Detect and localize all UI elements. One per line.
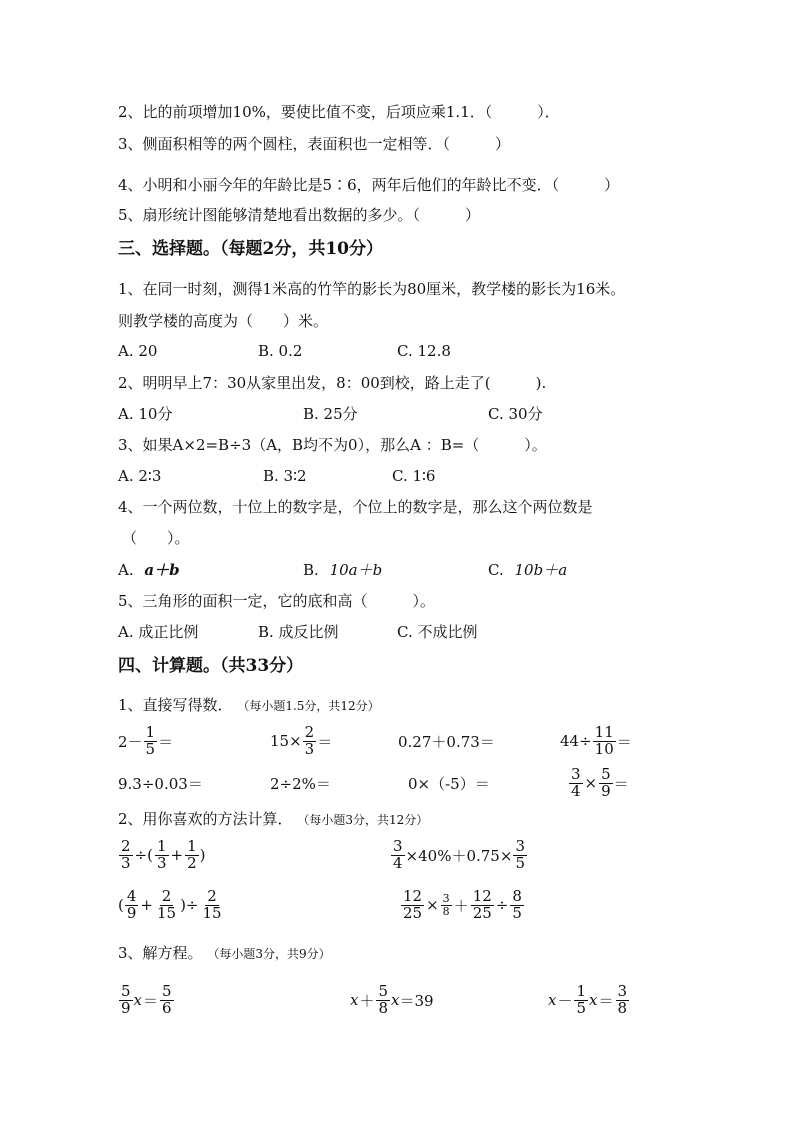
variable-x: x (589, 991, 598, 1009)
fraction (185, 836, 199, 872)
choice-q2-option-c: C. 30分 (488, 405, 543, 423)
judge-item-3: 3、侧面积相等的两个圆柱，表面积也一定相等．（ ） (118, 135, 511, 153)
variable-x: x (133, 991, 143, 1009)
fraction (510, 886, 524, 922)
denominator: 6 (162, 998, 172, 1017)
denominator: 8 (442, 904, 450, 918)
numerator: 5 (162, 981, 172, 1000)
calc-expr-4-lead: 44÷ (560, 732, 592, 750)
choice-q4-line2: （ ）。 (122, 529, 190, 547)
equals-sign: ＝ (317, 732, 333, 751)
times-sign: × (584, 774, 598, 792)
fraction (471, 886, 494, 922)
variable-x: x (350, 991, 359, 1009)
numerator: 1 (187, 836, 197, 855)
equals-sign: ＝ (613, 774, 629, 793)
fraction (119, 836, 133, 872)
numerator: 12 (403, 886, 423, 905)
fraction (125, 886, 139, 922)
option-c-label: C. (488, 561, 504, 579)
choice-q4-line1: 4、一个两位数，十位上的数字是，个位上的数字是，那么这个两位数是 (118, 498, 593, 516)
choice-q1-option-a: A. 20 (118, 342, 158, 360)
calc-expr-2-lead: 15× (270, 732, 302, 750)
choice-q3-option-c: C. 1∶6 (392, 467, 436, 485)
fraction (160, 981, 174, 1017)
fraction (616, 981, 630, 1017)
calc-expr-7: 0×（-5）＝ (408, 774, 490, 793)
denominator: 5 (145, 739, 156, 758)
denominator: 15 (156, 903, 177, 922)
operator: × (426, 896, 439, 914)
fraction (201, 886, 224, 922)
choice-q5-option-a: A. 成正比例 (118, 623, 199, 641)
numerator: 5 (378, 981, 389, 1000)
operator: + (170, 846, 184, 864)
numerator: 5 (601, 764, 611, 783)
numerator: 5 (121, 981, 131, 1000)
choice-q4-option-c (488, 561, 567, 579)
denominator: 3 (156, 853, 167, 872)
method-expr-3 (118, 884, 225, 926)
calc-expr-3: 0.27＋0.73＝ (398, 732, 495, 751)
equals-sign: ＝ (598, 991, 614, 1010)
calc-sub3-label: 3、解方程。 (118, 944, 203, 962)
fraction (593, 722, 616, 758)
choice-q3-option-b: B. 3∶2 (263, 467, 307, 485)
equation-3 (548, 978, 630, 1022)
choice-q3: 3、如果A×2=B÷3（A，B均不为0），那么A ：B=（ ）。 (118, 436, 547, 454)
fraction (441, 893, 452, 917)
denominator: 5 (515, 853, 525, 872)
equation-1 (118, 978, 175, 1022)
method-expr-4 (400, 884, 525, 926)
denominator: 2 (187, 853, 197, 872)
numerator: 3 (515, 836, 525, 855)
numerator: 1 (145, 722, 156, 741)
calc-expr-6: 2÷2%＝ (270, 774, 331, 793)
denominator: 3 (304, 739, 315, 758)
fraction (574, 981, 588, 1017)
calc-sub1-heading (118, 696, 380, 715)
denominator: 8 (378, 998, 389, 1017)
option-b-label: B. (303, 561, 319, 579)
equals-sign: ＝ (143, 991, 159, 1010)
denominator: 15 (202, 903, 222, 922)
variable-x: x (391, 991, 400, 1009)
fraction (119, 981, 133, 1017)
section-4-heading: 四、计算题。（共33分） (118, 656, 304, 676)
choice-q1-option-c: C. 12.8 (397, 342, 451, 360)
close-paren: ) (199, 846, 206, 864)
choice-q3-option-a: A. 2∶3 (118, 467, 162, 485)
numerator: 11 (594, 722, 614, 741)
calc-sub2-note: （每小题3分，共12分） (297, 813, 429, 827)
numerator: 2 (121, 836, 131, 855)
denominator: 4 (393, 853, 403, 872)
minus-sign: － (557, 991, 573, 1010)
calc-sub2-label: 2、用你喜欢的方法计算． (118, 810, 293, 828)
fraction (599, 764, 613, 800)
option-a-label: A. (118, 561, 134, 579)
equals-sign: ＝ (158, 732, 174, 751)
fraction (513, 836, 527, 872)
calc-expr-4 (560, 722, 632, 760)
denominator: 5 (512, 903, 522, 922)
calc-expr-5: 9.3÷0.03＝ (118, 774, 203, 793)
numerator: 3 (617, 981, 628, 1000)
choice-q5: 5、三角形的面积一定，它的底和高（ ）。 (118, 592, 436, 610)
numerator: 3 (442, 891, 450, 905)
calc-expr-2 (270, 722, 332, 760)
denominator: 10 (594, 739, 614, 758)
numerator: 4 (126, 886, 137, 905)
denominator: 25 (403, 903, 423, 922)
option-c-expression: 10b＋a (514, 561, 568, 579)
choice-q1-line1: 1、在同一时刻，测得1米高的竹竿的影长为80厘米，教学楼的影长为16米。 (118, 280, 626, 298)
calc-sub3-note: （每小题3分，共9分） (207, 947, 331, 961)
calc-expr-1-lead: 2－ (118, 732, 143, 751)
equation-2 (350, 978, 434, 1022)
choice-q5-option-c: C. 不成比例 (397, 623, 478, 641)
choice-q2: 2、明明早上7：30从家里出发，8：00到校，路上走了( ). (118, 374, 547, 392)
judge-item-2: 2、比的前项增加10%，要使比值不变，后项应乘1.1．（ ）． (118, 103, 560, 121)
equation-rhs: ＝39 (399, 991, 434, 1010)
denominator: 9 (126, 903, 137, 922)
numerator: 2 (207, 886, 217, 905)
fraction (401, 886, 424, 922)
choice-q1-line2: 则教学楼的高度为（ ）米。 (118, 312, 329, 330)
operator: ×40%＋0.75× (405, 846, 513, 865)
judge-item-5: 5、扇形统计图能够清楚地看出数据的多少。（ ） (118, 206, 481, 224)
option-a-expression: a＋b (144, 561, 180, 579)
calc-sub2-heading (118, 810, 428, 829)
denominator: 9 (601, 781, 611, 800)
operator: ÷( (134, 846, 153, 864)
plus-sign: ＋ (359, 991, 375, 1010)
denominator: 5 (576, 998, 587, 1017)
calc-sub1-label: 1、直接写得数． (118, 696, 233, 714)
fraction (155, 886, 178, 922)
operator: + (140, 896, 153, 914)
choice-q1-option-b: B. 0.2 (258, 342, 303, 360)
fraction (391, 836, 405, 872)
operator: )÷ (180, 896, 199, 914)
denominator: 4 (571, 781, 581, 800)
method-expr-2 (390, 834, 528, 876)
variable-x: x (548, 991, 557, 1009)
numerator: 2 (304, 722, 315, 741)
choice-q5-option-b: B. 成反比例 (258, 623, 339, 641)
equals-sign: ＝ (616, 732, 632, 751)
open-paren: ( (118, 896, 124, 914)
fraction (376, 981, 390, 1017)
calc-expr-1 (118, 722, 173, 760)
choice-q2-option-a: A. 10分 (118, 405, 173, 423)
calc-expr-8 (568, 762, 629, 804)
operator: ＋ (453, 896, 469, 915)
numerator: 12 (472, 886, 492, 905)
numerator: 8 (512, 886, 522, 905)
denominator: 9 (121, 998, 131, 1017)
operator: ÷ (495, 896, 509, 914)
calc-sub3-heading (118, 944, 331, 963)
method-expr-1 (118, 834, 206, 876)
denominator: 25 (472, 903, 492, 922)
option-b-expression: 10a＋b (329, 561, 383, 579)
fraction (155, 836, 169, 872)
fraction (144, 722, 158, 758)
numerator: 1 (576, 981, 587, 1000)
judge-item-4: 4、小明和小丽今年的年龄比是5∶6，两年后他们的年龄比不变．（ ） (118, 176, 620, 194)
numerator: 3 (393, 836, 403, 855)
choice-q2-option-b: B. 25分 (303, 405, 358, 423)
numerator: 2 (161, 886, 172, 905)
denominator: 3 (121, 853, 131, 872)
choice-q4-option-b (303, 561, 382, 579)
choice-q4-option-a (118, 561, 180, 579)
calc-sub1-note: （每小题1.5分，共12分） (237, 699, 380, 713)
denominator: 8 (617, 998, 628, 1017)
fraction (303, 722, 317, 758)
fraction (569, 764, 583, 800)
section-3-heading: 三、选择题。（每题2分，共10分） (118, 239, 383, 259)
numerator: 3 (571, 764, 581, 783)
numerator: 1 (156, 836, 167, 855)
